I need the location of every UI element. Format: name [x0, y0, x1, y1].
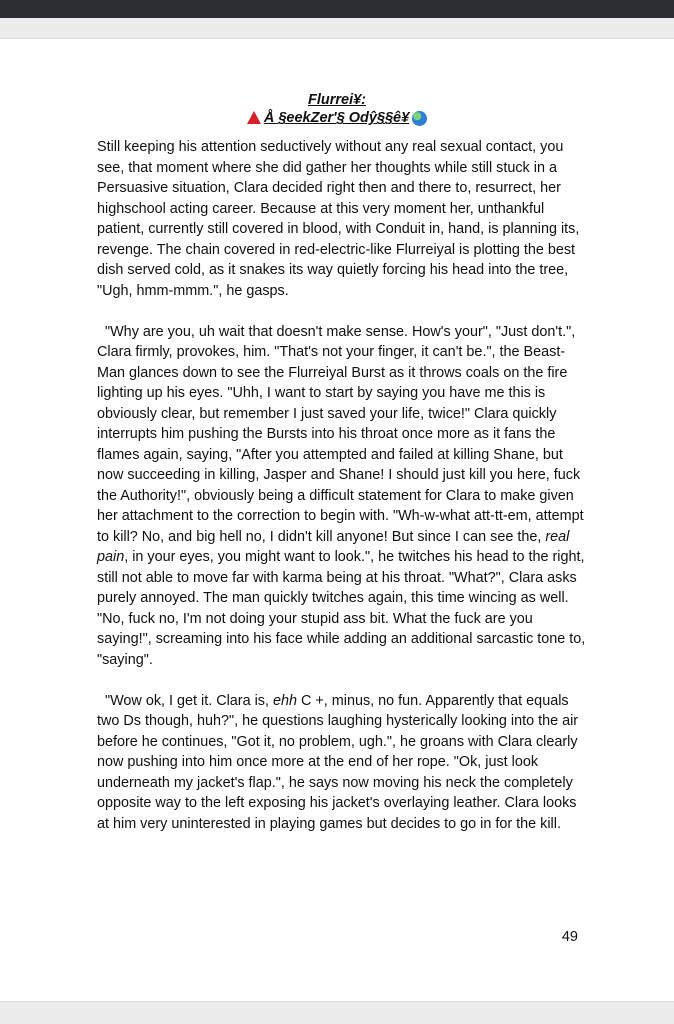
page-number: 49	[561, 929, 578, 945]
body-text	[97, 137, 587, 855]
chapter-title-line1: Flurrei¥:	[307, 92, 366, 108]
chapter-title	[0, 91, 674, 130]
paragraph	[97, 691, 587, 835]
text-run: "Wow ok, I get it. Clara is,	[97, 692, 273, 709]
text-run: Still keeping his attention seductively without any real sexual contact, you see, that moment where she did gather her thoughts while still stuck in a Persuasive situation, Clara decided right then and there to, resurrect, her highschool acting career. Because at this very moment her, unthankful patient, currently still covered in blood, with Conduit in, hand, is planning its, revenge. The chain covered in red-electric-like Flurreiyal is plotting the best dish served cold, as it snakes its way quietly forcing his head into the tree, "Ugh, hmm-mmm.", he gasps.	[97, 139, 580, 299]
italic-text: real pain	[97, 528, 570, 565]
paragraph	[97, 322, 587, 671]
globe-icon	[412, 111, 427, 126]
paragraph	[97, 137, 587, 301]
top-status-bar	[0, 0, 674, 18]
text-run: "Why are you, uh wait that doesn't make sense. How's your", "Just don't.", Clara firmly, provokes, him. "That's not your finger, it can't be.", the Beast-Man glances down to see the Flurreiyal Burst as it throws coals on the fire lighting up his eyes. "Uhh, I want to start by saying you have me this is obviously clear, but remember I just saved your life, twice!" Clara quickly interrupts him pushing the Bursts into his throat once more as it fans the flames again, saying, "After you attempted and failed at killing Shane, but now succeeding in killing, Jasper and Shane! I should just kill you here, fuck the Authority!", obviously being a difficult statement for Clara to make given her attachment to the correction to begin with. "Wh-w-what att-tt-em, attempt to kill? No, and big hell no, I didn't kill anyone! But since I can see the,	[97, 323, 584, 545]
document-page	[0, 38, 674, 1002]
italic-text: ehh	[272, 692, 297, 709]
text-run: , in your eyes, you might want to look.", he twitches his head to the right, still not able to move far with karma being at his throat. "What?", Clara asks purely annoyed. The man quickly twitches again, this time wincing as well. "No, fuck no, I'm not doing your stupid ass bit. What the fuck are you saying!", screaming into his face while adding an additional sarcastic tone to, "saying".	[97, 549, 586, 668]
chapter-title-line2	[247, 109, 427, 127]
chapter-subtitle-text: Å §eekZer'§ Odŷ§§ê¥	[263, 110, 410, 126]
text-run: C +, minus, no fun. Apparently that equals two Ds though, huh?", he questions laughing hysterically looking into the air before he continues, "Got it, no problem, ugh.", he groans with Clara clearly now pushing into him once more at the end of her rope. "Ok, just look underneath my jacket's flap.", he says now moving his neck the completely opposite way to the left exposing his jacket's overlaying leather. Clara looks at him very uninterested in playing games but decides to go in for the kill.	[97, 692, 579, 832]
red-triangle-icon	[247, 111, 261, 124]
